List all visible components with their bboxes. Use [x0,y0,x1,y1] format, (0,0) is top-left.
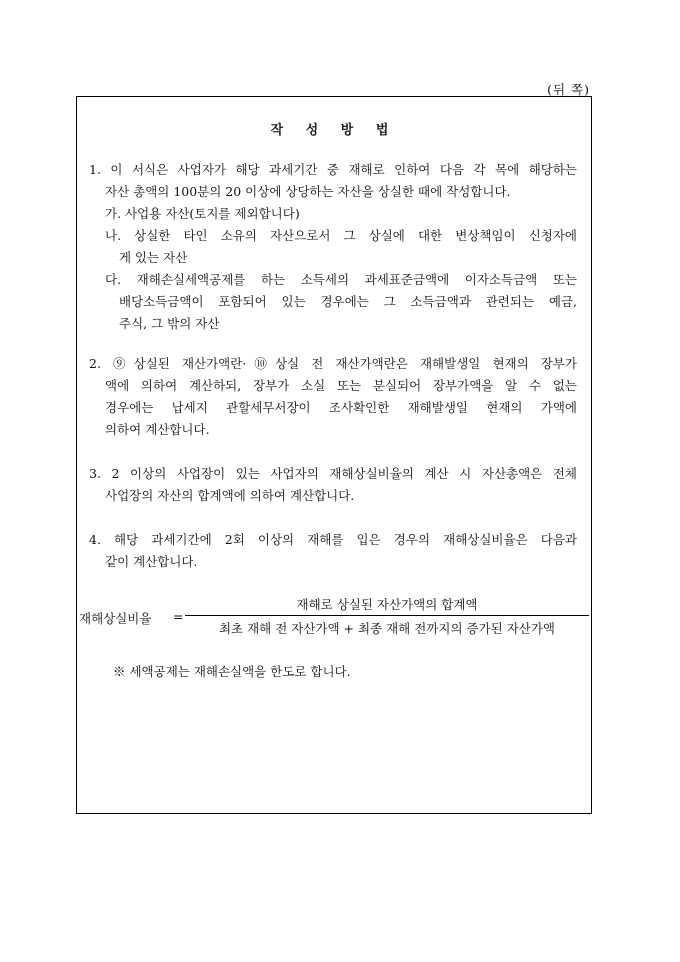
item4-line1: 4. 해당 과세기간에 2회 이상의 재해를 입은 경우의 재해상실비율은 다음과 [89,532,577,547]
item2-line1: 2. ⑨상실된 재산가액란·⑩상실 전 재산가액란은 재해발생일 현재의 장부가 [89,356,577,371]
page-side-label: (뒤 쪽) [547,82,590,97]
instruction-item-1 [89,159,577,335]
section-title: 작 성 방 법 [270,123,398,138]
item1-sub-da-line2: 배당소득금액이 포함되어 있는 경우에는 그 소득금액과 관련되는 예금, [119,294,577,309]
item1-sub-na-line2: 게 있는 자산 [119,250,188,265]
item1-sub-na-line1: 나. 상실한 타인 소유의 자산으로서 그 상실에 대한 변상책임이 신청자에 [105,228,577,243]
instruction-item-3 [89,463,577,507]
item2-line4: 의하여 계산합니다. [105,422,210,437]
instructions-box [76,96,592,814]
fraction-bar [185,615,589,616]
instruction-item-4 [89,529,577,573]
formula-denominator: 최초 재해 전 자산가액 + 최종 재해 전까지의 증가된 자산가액 [218,621,556,636]
item1-sub-ga: 가. 사업용 자산(토지를 제외합니다) [105,206,300,221]
formula-equals: = [173,609,184,624]
item3-line1: 3. 2 이상의 사업장이 있는 사업자의 재해상실비율의 계산 시 자산총액은 전체 [89,466,577,481]
item4-line2: 같이 계산합니다. [105,554,198,569]
item1-sub-da-line1: 다. 재해손실세액공제를 하는 소득세의 과세표준금액에 이자소득금액 또는 [105,272,577,287]
formula-numerator: 재해로 상실된 자산가액의 합계액 [296,597,478,612]
item2-line2: 액에 의하여 계산하되, 장부가 소실 또는 분실되어 장부가액을 알 수 없는 [105,378,577,393]
loss-ratio-formula [77,595,593,645]
item1-sub-da-line3: 주식, 그 밖의 자산 [119,316,220,331]
item2-line3: 경우에는 납세지 관할세무서장이 조사확인한 재해발생일 현재의 가액에 [105,400,577,415]
item3-line2: 사업장의 자산의 합계액에 의하여 계산합니다. [105,488,355,503]
formula-label: 재해상실비율 [79,611,152,626]
footnote: ※ 세액공제는 재해손실액을 한도로 합니다. [113,664,351,679]
item1-line2: 자산 총액의 100분의 20 이상에 상당하는 자산을 상실한 때에 작성합니다. [105,184,511,199]
instruction-item-2 [89,353,577,441]
item1-line1: 1. 이 서식은 사업자가 해당 과세기간 중 재해로 인하여 다음 각 목에 해당하는 [89,162,577,177]
